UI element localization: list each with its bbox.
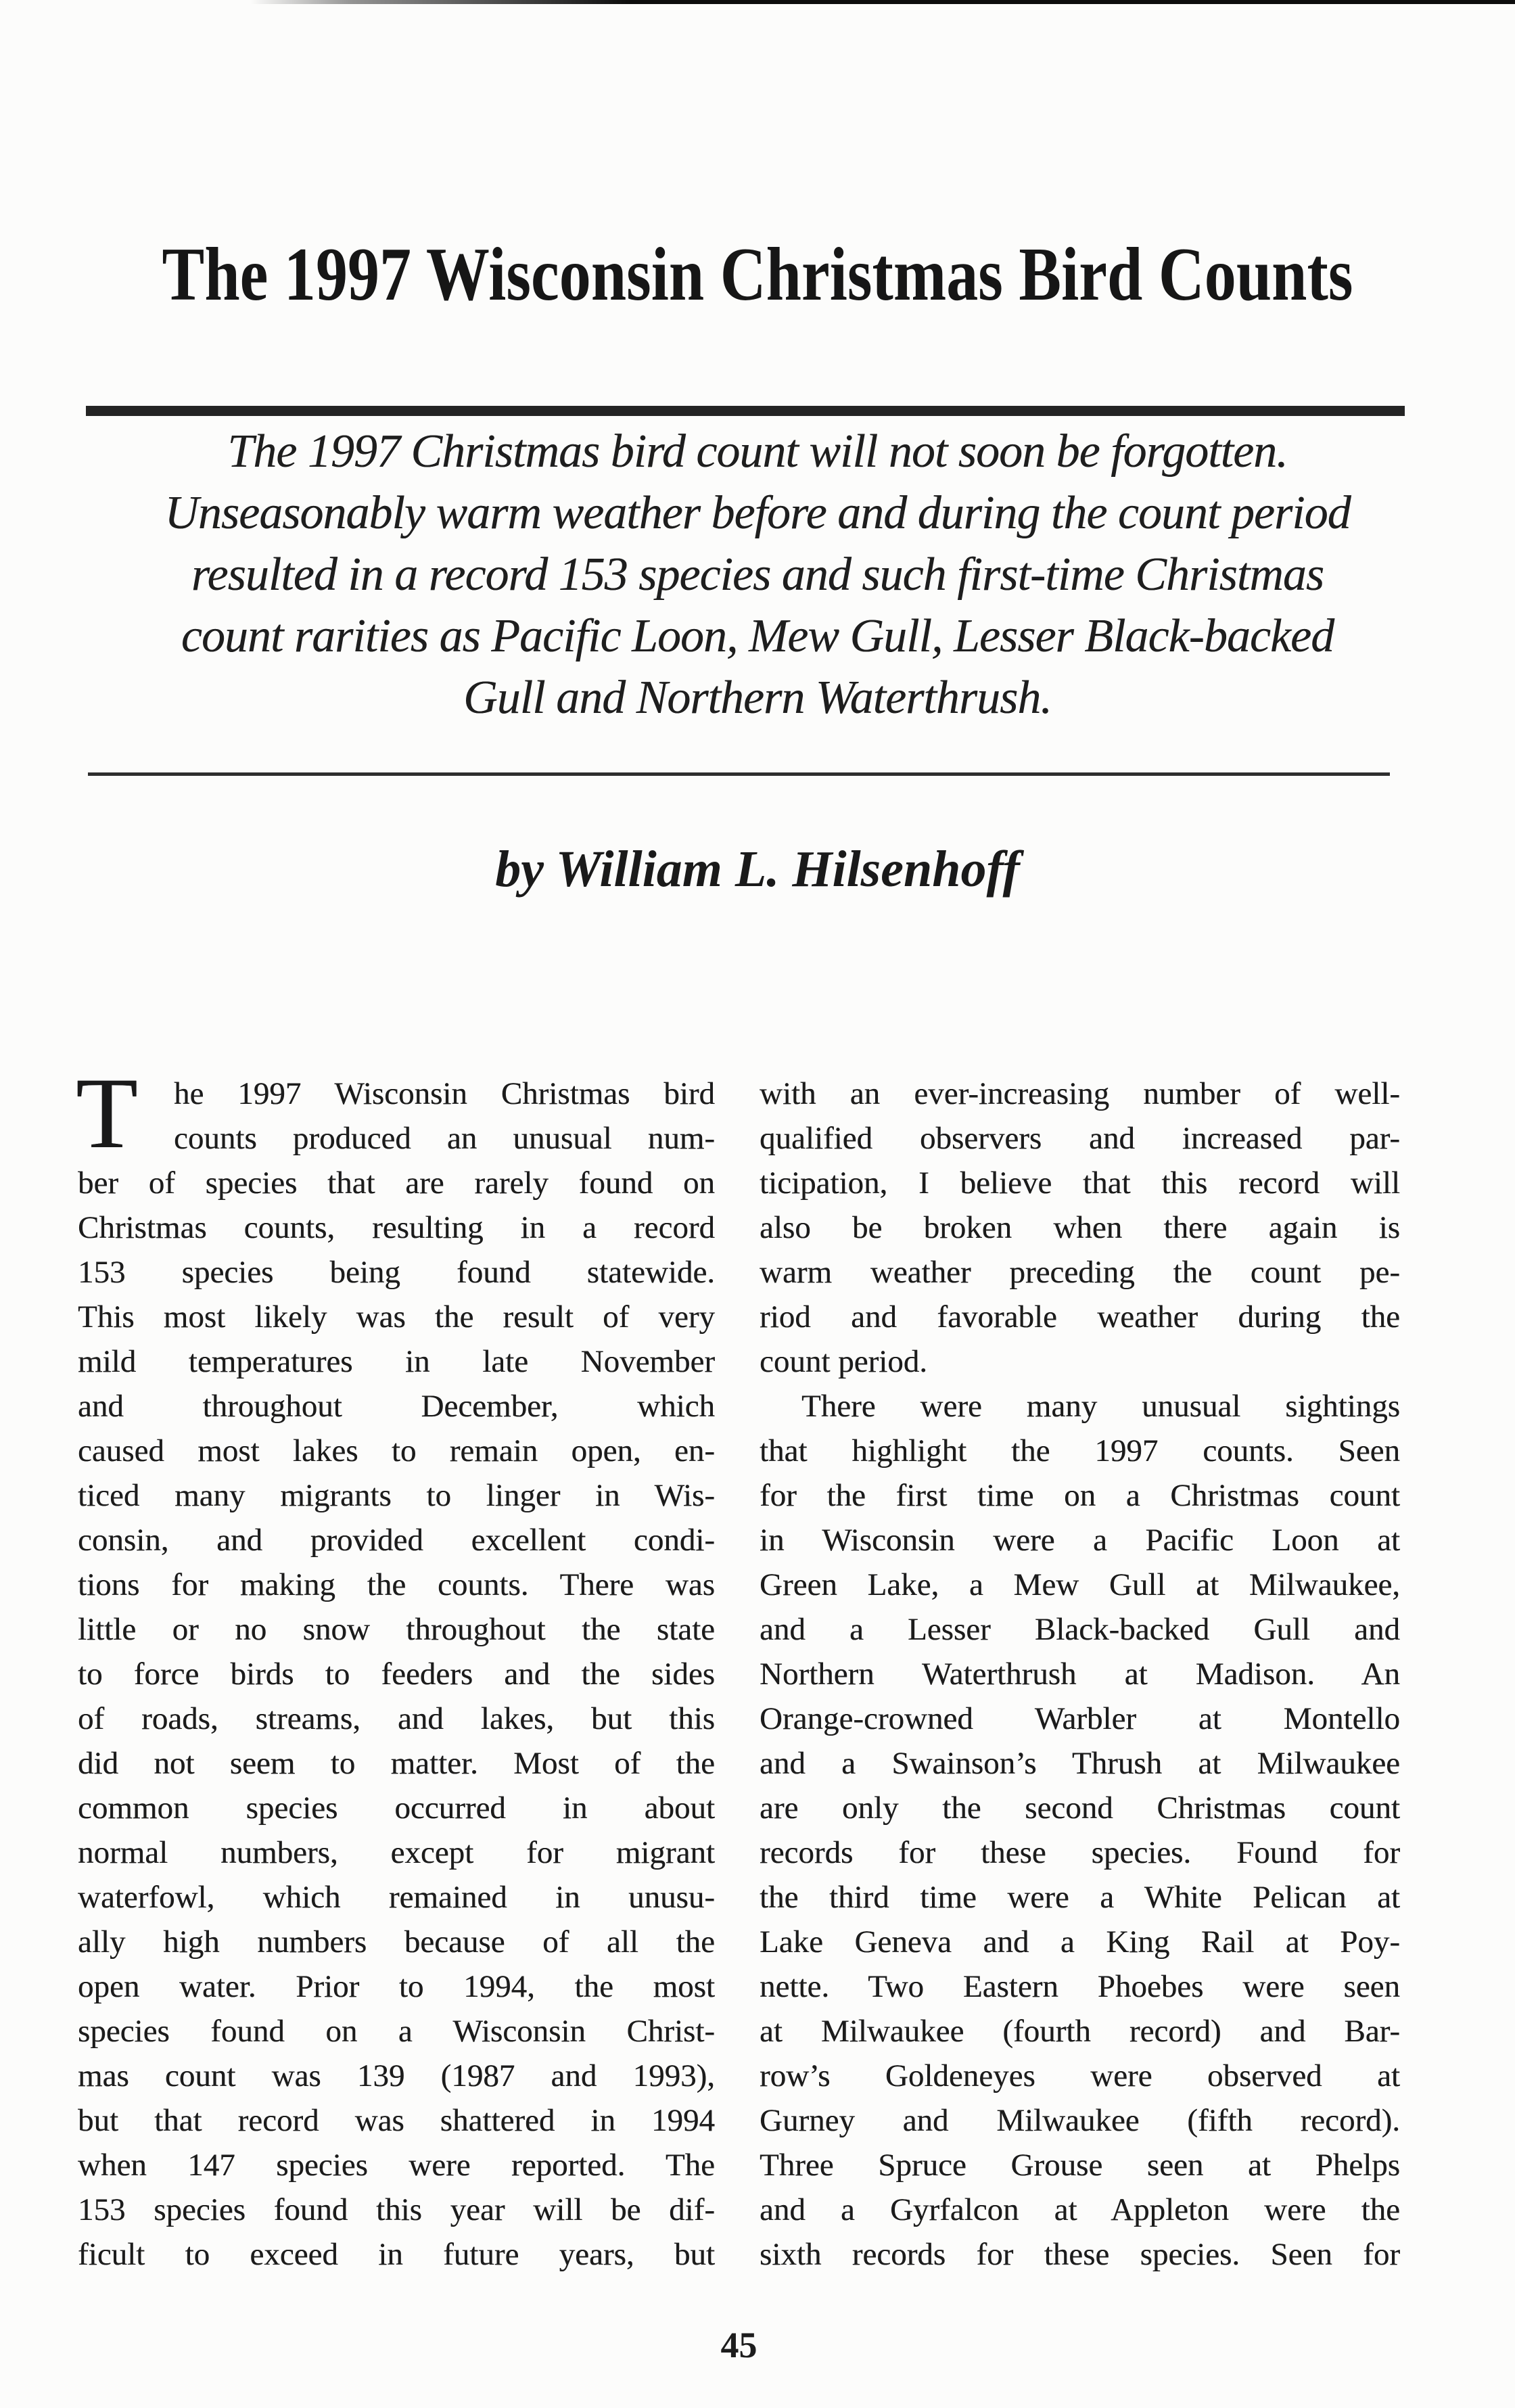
body-text-line: Northern Waterthrush at Madison. An [760,1657,1400,1692]
article-title: The 1997 Wisconsin Christmas Bird Counts [162,233,1353,317]
body-column-left [78,1071,715,2277]
body-text-line: and a Gyrfalcon at Appleton were the [760,2192,1400,2227]
body-column-right [760,1071,1400,2277]
body-text-line: sixth records for these species. Seen for [760,2237,1400,2272]
page-number: 45 [720,2325,758,2365]
body-text-line: ficult to exceed in future years, but [78,2237,715,2272]
body-text-line: and a Swainson’s Thrush at Milwaukee [760,1746,1400,1781]
body-text-line: This most likely was the result of very [78,1299,715,1335]
body-text-line: count period. [760,1344,927,1379]
left-column-lines [78,1071,715,2277]
body-text-line: and a Lesser Black-backed Gull and [760,1612,1400,1647]
body-text-line: Gurney and Milwaukee (fifth record). [760,2103,1400,2138]
body-text-line: Three Spruce Grouse seen at Phelps [760,2148,1400,2183]
body-text-line: tions for making the counts. There was [78,1567,715,1602]
body-text-line: ber of species that are rarely found on [78,1165,715,1201]
body-text-line: but that record was shattered in 1994 [78,2103,715,2138]
body-text-line: for the first time on a Christmas count [760,1478,1400,1513]
body-text-line: Green Lake, a Mew Gull at Milwaukee, [760,1567,1400,1602]
body-text-line: normal numbers, except for migrant [78,1835,715,1870]
body-text-line: of roads, streams, and lakes, but this [78,1701,715,1736]
body-text-line: 153 species being found statewide. [78,1255,715,1290]
body-text-line: little or no snow throughout the state [78,1612,715,1647]
body-text-line: species found on a Wisconsin Christ- [78,2014,715,2049]
body-text-line: count rarities as Pacific Loon, Mew Gull, Lesser Black-backed [181,610,1334,662]
body-text-line: row’s Goldeneyes were observed at [760,2058,1400,2093]
body-text-line: common species occurred in about [78,1790,715,1826]
body-text-line: consin, and provided excellent condi- [78,1523,715,1558]
body-text-line: caused most lakes to remain open, en- [78,1433,715,1468]
body-text-line: the third time were a White Pelican at [760,1880,1400,1915]
byline: by William L. Hilsenhoff [495,841,1020,898]
body-text-line: he 1997 Wisconsin Christmas bird [174,1076,715,1111]
body-text-line: and throughout December, which [78,1389,715,1424]
body-text-line: at Milwaukee (fourth record) and Bar- [760,2014,1400,2049]
body-text-line: that highlight the 1997 counts. Seen [760,1433,1400,1468]
body-text-line: resulted in a record 153 species and such first-time Christmas [191,549,1324,601]
body-text-line: waterfowl, which remained in unusu- [78,1880,715,1915]
body-text-line: in Wisconsin were a Pacific Loon at [760,1523,1400,1558]
body-text-line: are only the second Christmas count [760,1790,1400,1826]
body-text-line: ticed many migrants to linger in Wis- [78,1478,715,1513]
body-text-line: Lake Geneva and a King Rail at Poy- [760,1924,1400,1960]
drop-cap-letter: T [76,1057,138,1170]
body-text-line: There were many unusual sightings [801,1389,1400,1424]
body-text-line: to force birds to feeders and the sides [78,1657,715,1692]
body-text-line: Gull and Northern Waterthrush. [463,672,1052,724]
body-text-line: The 1997 Christmas bird count will not soon be forgotten. [227,425,1288,478]
body-text-line: qualified observers and increased par- [760,1121,1400,1156]
body-text-line: open water. Prior to 1994, the most [78,1969,715,2004]
abstract-divider-rule [88,772,1390,776]
scan-artifact-line [250,0,1515,4]
body-text-line: nette. Two Eastern Phoebes were seen [760,1969,1400,2004]
body-text-line: ally high numbers because of all the [78,1924,715,1960]
abstract-text [115,421,1400,728]
body-text-line: counts produced an unusual num- [174,1121,715,1156]
right-column-lines [760,1071,1400,2277]
body-text-line: records for these species. Found for [760,1835,1400,1870]
body-text-line: Orange-crowned Warbler at Montello [760,1701,1400,1736]
body-text-line: when 147 species were reported. The [78,2148,715,2183]
body-text-line: riod and favorable weather during the [760,1299,1400,1335]
body-text-line: mas count was 139 (1987 and 1993), [78,2058,715,2093]
body-text-line: also be broken when there again is [760,1210,1400,1245]
body-text-line: mild temperatures in late November [78,1344,715,1379]
body-text-line: warm weather preceding the count pe- [760,1255,1400,1290]
body-text-line: ticipation, I believe that this record will [760,1165,1400,1201]
body-text-line: 153 species found this year will be dif- [78,2192,715,2227]
body-text-line: did not seem to matter. Most of the [78,1746,715,1781]
body-text-line: with an ever-increasing number of well- [760,1076,1400,1111]
body-text-line: Christmas counts, resulting in a record [78,1210,715,1245]
title-divider-rule [86,406,1405,416]
body-text-line: Unseasonably warm weather before and during the count period [164,487,1351,539]
